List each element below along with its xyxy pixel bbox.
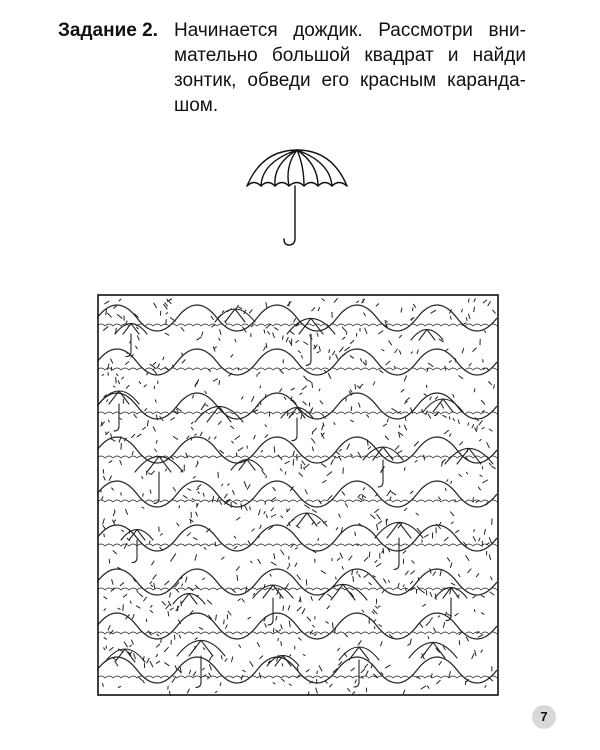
puzzle-square bbox=[97, 294, 499, 696]
umbrella-icon bbox=[244, 148, 350, 250]
task-line: Начинается дождик. Рассмотри вни- bbox=[174, 20, 526, 41]
page-number: 7 bbox=[532, 705, 556, 729]
task-line: шом. bbox=[174, 95, 219, 116]
task-line: мательно большой квадрат и найди bbox=[174, 45, 526, 66]
task-line: зонтик, обведи его красным каранда- bbox=[174, 70, 526, 91]
task-instructions bbox=[174, 18, 526, 118]
task-label: Задание 2. bbox=[58, 20, 158, 41]
